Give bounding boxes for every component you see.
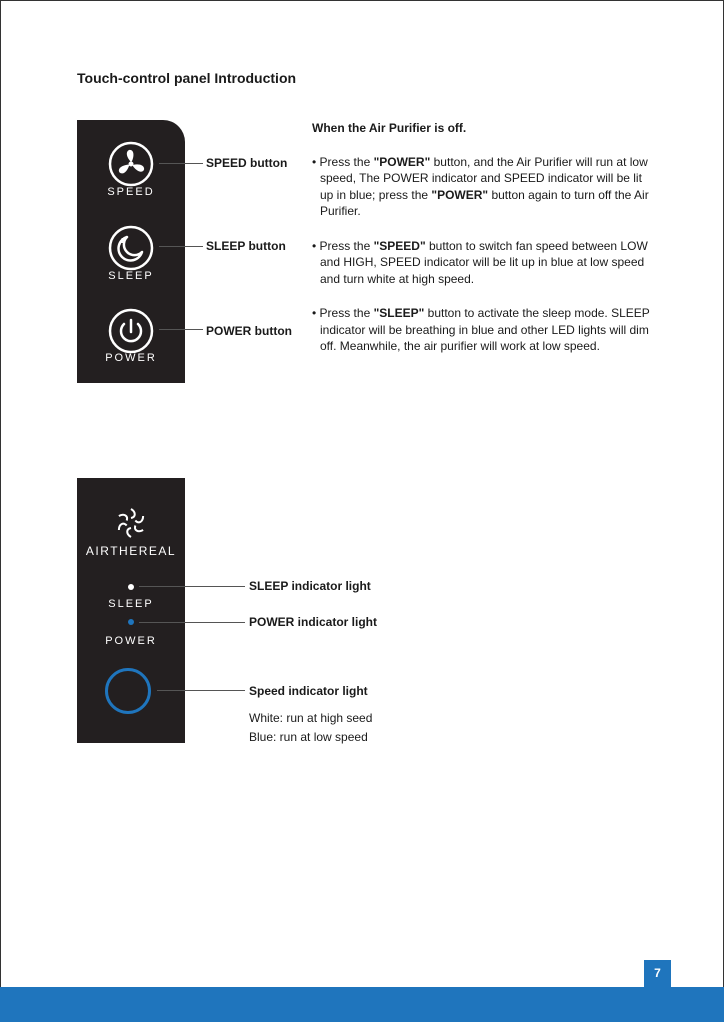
- callout-line: [139, 586, 245, 587]
- control-panel-illustration: [77, 120, 185, 383]
- instructions-heading: When the Air Purifier is off.: [312, 121, 467, 135]
- sleep-button-callout: SLEEP button: [206, 239, 286, 253]
- page-title: Touch-control panel Introduction: [77, 70, 297, 86]
- instructions: [312, 120, 657, 373]
- sleep-label: SLEEP: [108, 270, 154, 282]
- sleep-indicator-callout: SLEEP indicator light: [249, 579, 371, 593]
- instruction-power: • Press the "POWER" button, and the Air Purifier will run at low speed, The POWER indicator and SPEED indicator will be lit up in blue; press the "POWER" button again to turn off the Air Purifier.: [312, 154, 649, 218]
- power-button-callout: POWER button: [206, 324, 292, 338]
- callout-line: [159, 246, 203, 247]
- instruction-sleep: • Press the "SLEEP" button to activate the sleep mode. SLEEP indicator will be breathing in blue and other LED lights will dim off. Meanwhile, the air purifier will work at low speed.: [312, 306, 650, 353]
- speed-indicator-callout: Speed indicator light: [249, 684, 368, 698]
- airthereal-logo-icon: [114, 506, 148, 540]
- power-icon: [107, 307, 155, 355]
- instruction-speed: • Press the "SPEED" button to switch fan speed between LOW and HIGH, SPEED indicator will be lit up in blue at low speed and turn white at high speed.: [312, 238, 648, 286]
- speed-button-callout: SPEED button: [206, 156, 288, 170]
- speed-label: SPEED: [107, 186, 155, 198]
- callout-line: [159, 163, 203, 164]
- speed-desc-blue: Blue: run at low speed: [249, 730, 368, 744]
- power-indicator-dot: [128, 619, 134, 625]
- sleep-indicator-dot: [128, 584, 134, 590]
- speed-desc-white: White: run at high seed: [249, 711, 373, 725]
- power-label: POWER: [105, 352, 157, 364]
- callout-line: [139, 622, 245, 623]
- indicator-panel-illustration: [77, 478, 185, 743]
- speed-indicator-ring: [105, 668, 151, 714]
- page-number: 7: [644, 960, 671, 987]
- callout-line: [157, 690, 245, 691]
- power-indicator-callout: POWER indicator light: [249, 615, 377, 629]
- callout-line: [159, 329, 203, 330]
- brand-name: AIRTHEREAL: [85, 544, 177, 558]
- fan-icon: [107, 140, 155, 188]
- sleep-indicator-label: SLEEP: [108, 598, 154, 610]
- moon-sleep-icon: [107, 224, 155, 272]
- power-indicator-label: POWER: [105, 635, 157, 647]
- footer-bar: [0, 987, 724, 1022]
- svg-text:z: z: [121, 235, 126, 245]
